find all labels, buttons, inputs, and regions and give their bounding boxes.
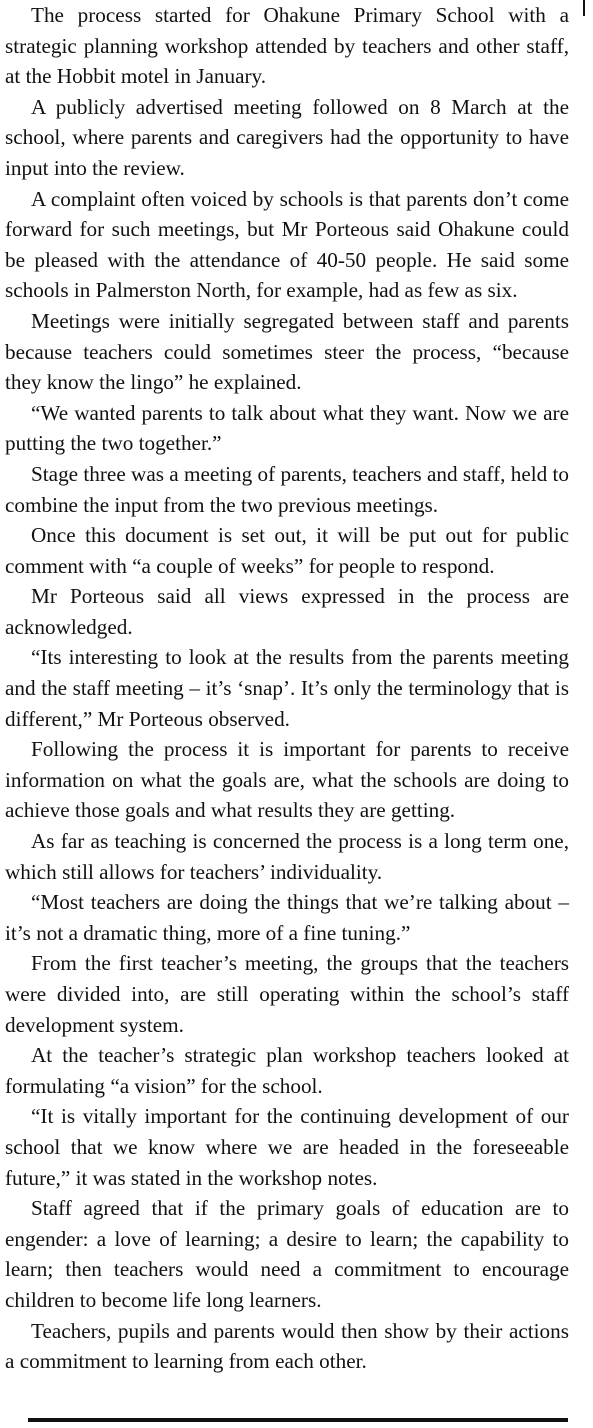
- article-paragraph: A complaint often voiced by schools is that parents don’t come forward for such meetings, but Mr Porteous said Ohakune could be pleased with the attendance of 40-50 people. He said some schools in Palmerston North, for example, had as few as six.: [5, 186, 569, 303]
- article-paragraph: “Most teachers are doing the things that we’re talking about – it’s not a dramatic thing, more of a fine tuning.”: [5, 890, 569, 945]
- article-paragraph: Mr Porteous said all views expressed in the process are acknowledged.: [5, 584, 569, 639]
- article-paragraph: Teachers, pupils and parents would then show by their actions a commitment to learning from each other.: [5, 1318, 569, 1374]
- article-paragraph: From the first teacher’s meeting, the groups that the teachers were divided into, are still operating within the school’s staff development system.: [5, 951, 569, 1037]
- article-paragraph: “It is vitally important for the continuing development of our school that we know where we are headed in the foreseeable future,” it was stated in the workshop notes.: [5, 1104, 569, 1190]
- bottom-rule: [28, 1418, 568, 1422]
- article-paragraph: The process started for Ohakune Primary School with a strategic planning workshop attended by teachers and other staff, at the Hobbit motel in January.: [5, 3, 569, 89]
- article-paragraph: At the teacher’s strategic plan workshop teachers looked at formulating “a vision” for the school.: [5, 1043, 569, 1098]
- article-paragraph: Following the process it is important for parents to receive information on what the goals are, what the schools are doing to achieve those goals and what results they are getting.: [5, 737, 569, 823]
- article-paragraph: “We wanted parents to talk about what they want. Now we are putting the two together.”: [5, 400, 569, 456]
- article-column: [5, 0, 569, 1377]
- article-paragraph: A publicly advertised meeting followed on 8 March at the school, where parents and caregivers had the opportunity to have input into the review.: [5, 94, 569, 180]
- article-paragraph: Once this document is set out, it will be put out for public comment with “a couple of weeks” for people to respond.: [5, 523, 569, 578]
- article-paragraph: “Its interesting to look at the results from the parents meeting and the staff meeting – it’s ‘snap’. It’s only the terminology that is different,” Mr Porteous observed.: [5, 645, 569, 731]
- article-paragraph: Meetings were initially segregated between staff and parents because teachers could sometimes steer the process, “because they know the lingo” he explained.: [5, 308, 569, 395]
- article-paragraph: As far as teaching is concerned the process is a long term one, which still allows for teachers’ individuality.: [5, 829, 569, 884]
- column-edge-mark: [583, 0, 585, 16]
- article-paragraph: Staff agreed that if the primary goals of education are to engender: a love of learning; a desire to learn; the capability to learn; then teachers would need a commitment to encourage children to become life long learners.: [5, 1196, 569, 1312]
- article-paragraph: Stage three was a meeting of parents, teachers and staff, held to combine the input from the two previous meetings.: [5, 461, 569, 517]
